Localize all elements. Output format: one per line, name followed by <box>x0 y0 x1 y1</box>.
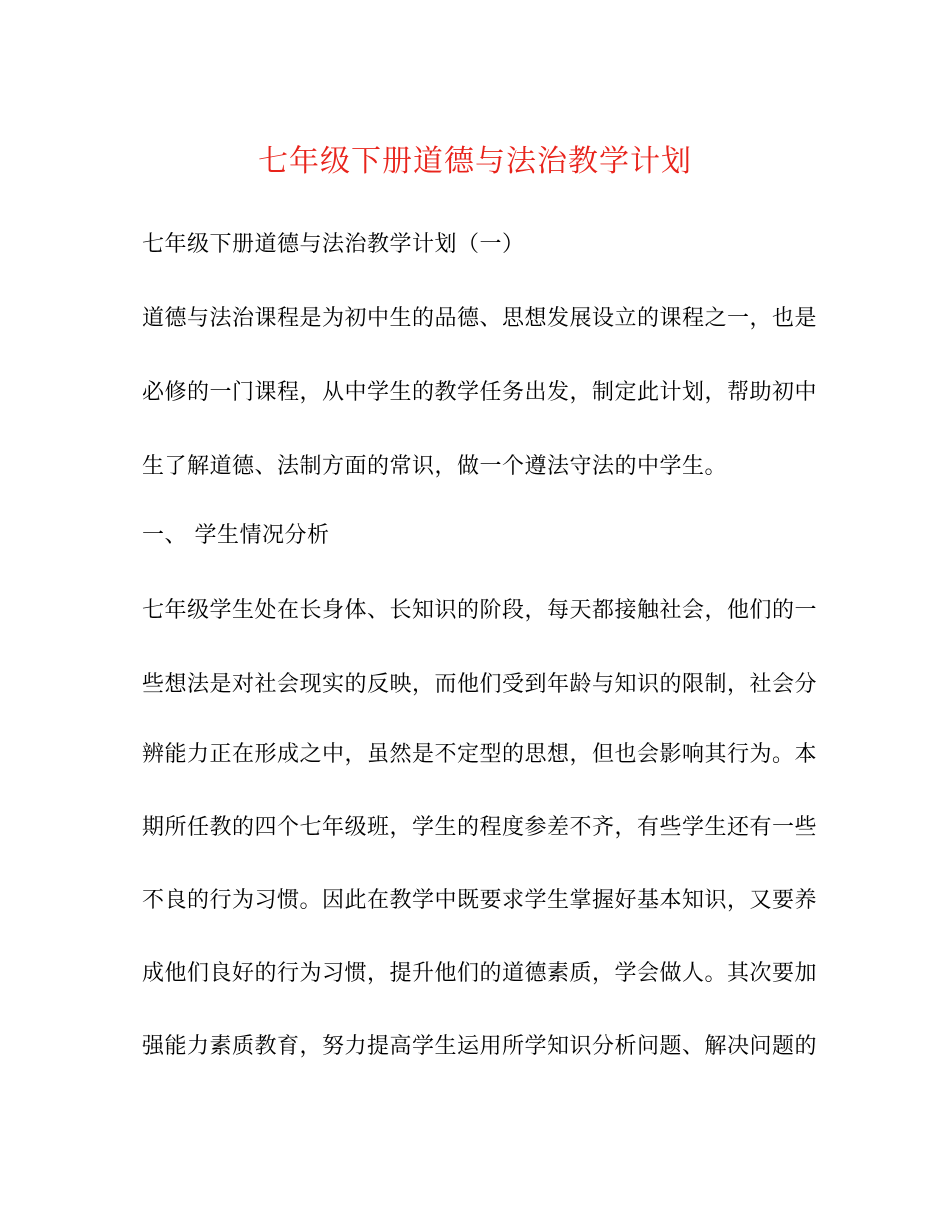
intro-line-3: 生了解道德、法制方面的常识，做一个遵法守法的中学生。 <box>142 454 728 479</box>
document-subtitle: 七年级下册道德与法治教学计划（一） <box>142 232 525 257</box>
intro-line-1: 道德与法治课程是为初中生的品德、思想发展设立的课程之一，也是 <box>142 306 818 331</box>
section-heading-student-analysis: 一、 学生情况分析 <box>142 523 330 548</box>
section1-line-4: 期所任教的四个七年级班，学生的程度参差不齐，有些学生还有一些 <box>142 815 818 840</box>
section1-line-7: 强能力素质教育，努力提高学生运用所学知识分析问题、解决问题的 <box>142 1034 818 1059</box>
section1-line-3: 辨能力正在形成之中，虽然是不定型的思想，但也会影响其行为。本 <box>142 742 818 767</box>
section1-line-5: 不良的行为习惯。因此在教学中既要求学生掌握好基本知识，又要养 <box>142 888 818 913</box>
section1-line-2: 些想法是对社会现实的反映，而他们受到年龄与知识的限制，社会分 <box>142 672 818 697</box>
section1-line-6: 成他们良好的行为习惯，提升他们的道德素质，学会做人。其次要加 <box>142 961 818 986</box>
section1-line-1: 七年级学生处在长身体、长知识的阶段，每天都接触社会，他们的一 <box>142 598 818 623</box>
intro-line-2: 必修的一门课程，从中学生的教学任务出发，制定此计划，帮助初中 <box>142 380 818 405</box>
document-title: 七年级下册道德与法治教学计划 <box>258 144 692 179</box>
